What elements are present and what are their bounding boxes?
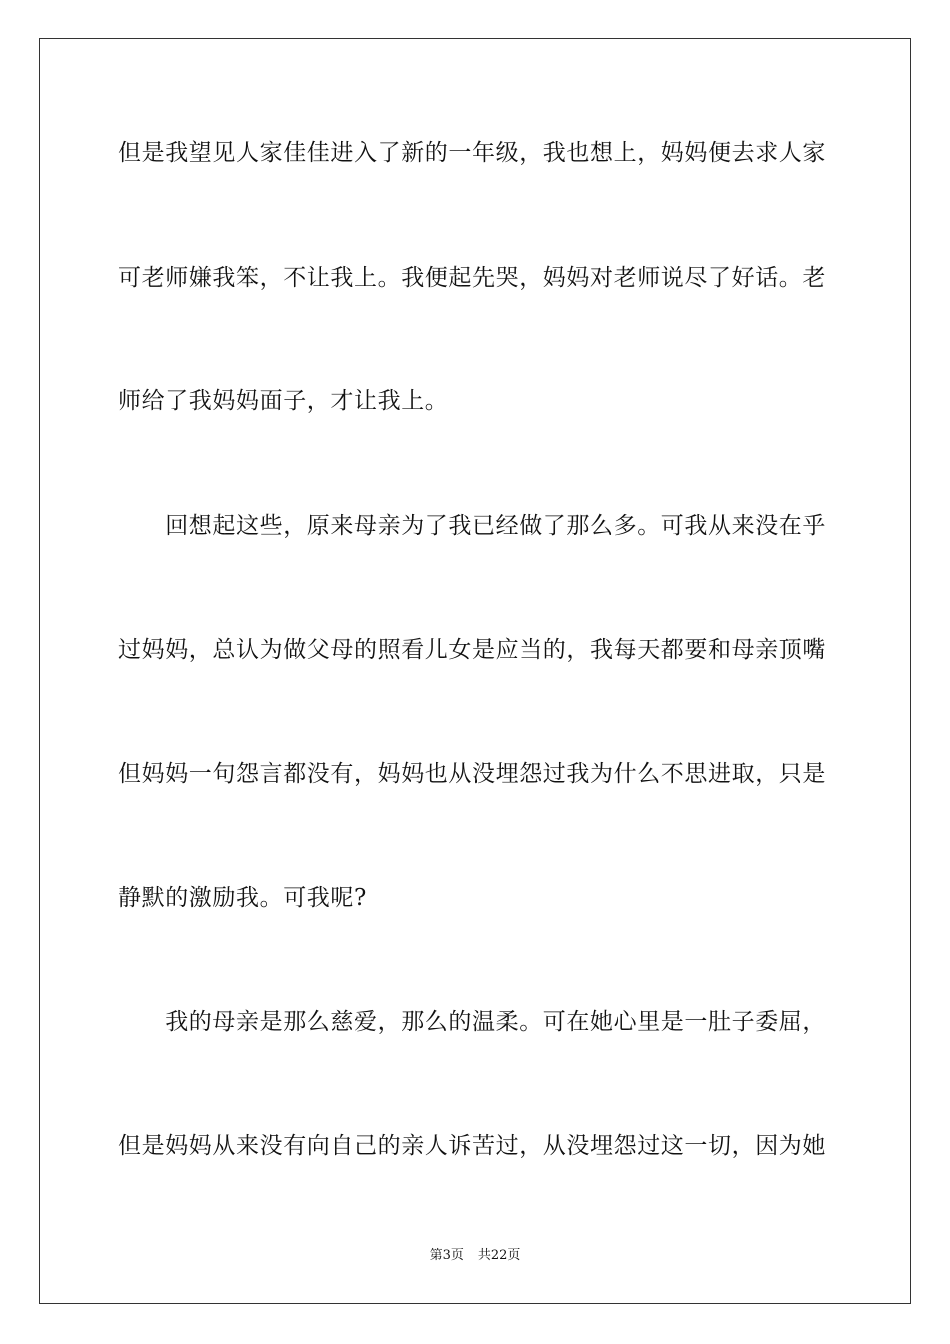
text-line-6: 但妈妈一句怨言都没有，妈妈也从没埋怨过我为什么不思进取，只是 <box>118 761 826 787</box>
page-number: 第3页 <box>429 1248 464 1263</box>
page-footer <box>0 1248 950 1264</box>
text-line-3: 师给了我妈妈面子，才让我上。 <box>118 388 449 414</box>
text-line-5: 过妈妈，总认为做父母的照看儿女是应当的，我每天都要和母亲顶嘴 <box>118 637 826 663</box>
text-line-2: 可老师嫌我笨，不让我上。我便起先哭，妈妈对老师说尽了好话。老 <box>118 265 826 291</box>
page-border <box>39 38 911 1304</box>
text-line-4: 回想起这些，原来母亲为了我已经做了那么多。可我从来没在乎 <box>118 513 826 539</box>
text-line-9: 但是妈妈从来没有向自己的亲人诉苦过，从没埋怨过这一切，因为她 <box>118 1133 826 1159</box>
text-line-7: 静默的激励我。可我呢? <box>118 885 367 911</box>
text-line-1: 但是我望见人家佳佳进入了新的一年级，我也想上，妈妈便去求人家 <box>118 140 826 166</box>
page-total: 共22页 <box>477 1248 521 1263</box>
text-line-8: 我的母亲是那么慈爱，那么的温柔。可在她心里是一肚子委屈， <box>118 1009 826 1035</box>
